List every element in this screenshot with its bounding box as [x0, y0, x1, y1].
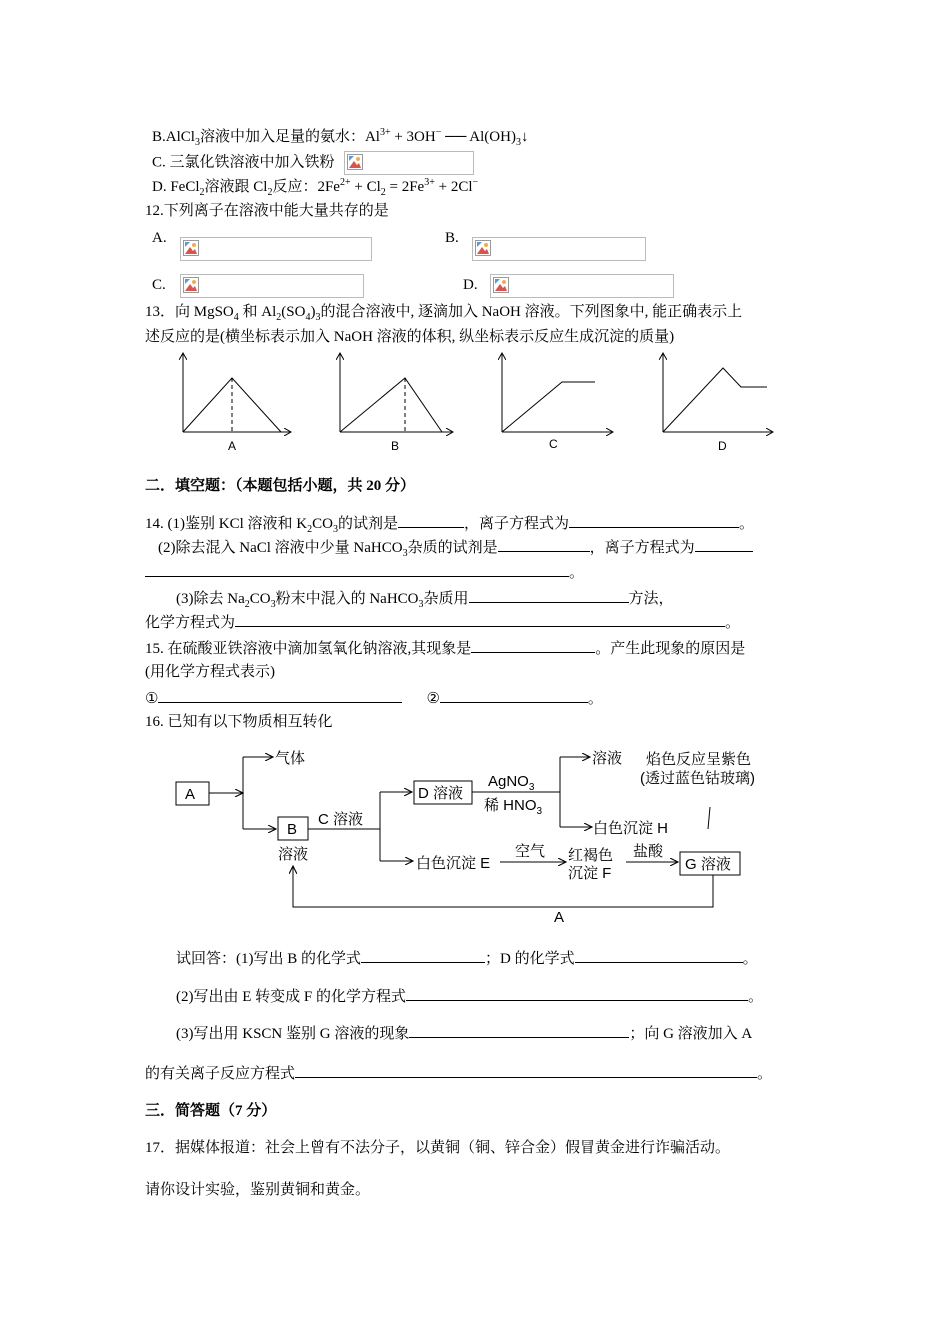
- q14-l1e: 。: [738, 516, 754, 532]
- q14-l1b: CO: [312, 516, 333, 532]
- broken-image-icon: [347, 154, 363, 170]
- q11-b-arrow: ──: [441, 129, 470, 145]
- q14-line1: 14. (1)鉴别 KCl 溶液和 $K_2CO_3$的试剂是 ，离子方程式为 。: [145, 513, 754, 534]
- node-b-solution: 溶液: [278, 846, 309, 863]
- label-flame-1: 焰色反应呈紫色: [646, 751, 752, 768]
- graph-b-label: B: [391, 439, 400, 453]
- q14-l1d: ，离子方程式为: [463, 516, 569, 532]
- node-b: B: [287, 821, 298, 838]
- label-c-solution: C 溶液: [318, 811, 364, 828]
- q11-b-tail2: Al(OH): [469, 129, 516, 145]
- q12-option-c: [152, 275, 166, 295]
- q15-end: 。: [587, 691, 603, 707]
- q16-a1c: 。: [742, 951, 758, 967]
- label-bottom-a: A: [554, 909, 565, 926]
- q14-equation-blank-3[interactable]: [235, 612, 725, 627]
- q12-a-label: A.: [152, 230, 167, 246]
- q14-l4d: 杂质用: [423, 591, 469, 607]
- q16-answer-2: [176, 986, 763, 1007]
- q14-l4c: 粉末中混入的 NaHCO: [275, 591, 419, 607]
- q12-b-image: [472, 237, 646, 261]
- q11-d-mid4: = 2Fe: [385, 179, 425, 195]
- q16-ionic-equation-blank[interactable]: [295, 1063, 757, 1078]
- node-redbrown-2: 沉淀 F: [568, 865, 612, 882]
- q15-l1a: 15. 在硫酸亚铁溶液中滴加氢氧化钠溶液,其现象是: [145, 641, 472, 657]
- q12-option-a: [152, 228, 167, 248]
- q15-line3: [145, 688, 603, 709]
- q12-option-b: [445, 228, 459, 248]
- q16-d-formula-blank[interactable]: [575, 948, 743, 963]
- section-2-title: 二．填空题：（本题包括小题，共 20 分）: [145, 478, 416, 494]
- q14-line4: (3)除去 $Na_2CO_3$粉末中混入的 NaHCO$_3$杂质用 方法，: [176, 588, 674, 609]
- q11-d-mid2: 反应：2Fe: [272, 179, 340, 195]
- q14-reagent-blank-2[interactable]: [498, 537, 590, 552]
- q12-d-image: [490, 274, 674, 298]
- q11-d-mid1: 溶液跟 Cl: [204, 179, 268, 195]
- label-hno3: 稀 $HNO_3$: [484, 797, 543, 817]
- q16-ef-equation-blank[interactable]: [406, 986, 748, 1001]
- q14-l2b: 杂质的试剂是: [407, 540, 498, 556]
- graph-a-label: A: [228, 439, 237, 453]
- q14-l4b: CO: [249, 591, 271, 607]
- q14-l2a: (2)除去混入 NaCl 溶液中少量 NaHCO: [158, 540, 403, 556]
- q14-l5a: 化学方程式为: [145, 615, 236, 631]
- graph-c-label: C: [549, 437, 558, 451]
- q11-d-mid5: + 2Cl: [434, 179, 473, 195]
- q16-stem: 16. 已知有以下物质相互转化: [145, 714, 333, 730]
- q16-a2a: (2)写出由 E 转变成 F 的化学方程式: [176, 989, 406, 1005]
- q14-equation-blank-2b[interactable]: [145, 562, 569, 577]
- node-solution: 溶液: [592, 750, 623, 767]
- node-redbrown-1: 红褐色: [568, 847, 614, 864]
- broken-image-icon: [183, 277, 199, 293]
- q16-a3b: ；向 G 溶液加入 A: [629, 1026, 753, 1042]
- q12-a-image: [180, 237, 372, 261]
- q14-reagent-blank[interactable]: [398, 513, 464, 528]
- node-white-h: 白色沉淀 H: [593, 820, 669, 837]
- label-air: 空气: [515, 843, 546, 860]
- q11-option-d: D. FeCl$_2$溶液跟 $Cl_2$反应：$2Fe^{2+} + Cl_2 = 2Fe^{3+} + 2Cl^-$: [152, 177, 479, 198]
- q14-method-blank[interactable]: [469, 588, 629, 603]
- q12-c-image: [180, 274, 364, 298]
- graph-b: [340, 354, 452, 453]
- q11-b-text: B.AlCl: [152, 129, 195, 145]
- q16-a2b: 。: [748, 989, 764, 1005]
- q14-line3: [145, 562, 584, 583]
- q11-b-mid: 溶液中加入足量的氨水：Al: [199, 129, 380, 145]
- q12-option-d: [463, 275, 478, 295]
- q16-diagram: [0, 735, 950, 935]
- q15-equation-blank-2[interactable]: [440, 688, 588, 703]
- q15-circle-1: ①: [145, 691, 159, 707]
- q14-l1c: 的试剂是: [337, 516, 398, 532]
- label-agno3: AgNO$_3$: [488, 773, 535, 793]
- q17-line2: 请你设计实验，鉴别黄铜和黄金。: [145, 1182, 371, 1198]
- q14-l2c: ，离子方程式为: [589, 540, 695, 556]
- q11-b-tail3: ↓: [520, 129, 529, 145]
- q15-line2: (用化学方程式表示): [145, 664, 275, 680]
- q14-l5b: 。: [725, 615, 741, 631]
- q15-line1: [145, 638, 745, 659]
- q16-a3a: (3)写出用 KSCN 鉴别 G 溶液的现象: [176, 1026, 410, 1042]
- q13-line2: 述反应的是(横坐标表示加入 NaOH 溶液的体积, 纵坐标表示反应生成沉淀的质量): [145, 329, 675, 345]
- q13-line1: 13．向 MgSO$_4$ 和 $Al_2(SO_4)_3$的混合溶液中, 逐滴加入 NaOH 溶液。下列图象中, 能正确表示上: [145, 304, 743, 323]
- q16-answer-4: [145, 1063, 772, 1084]
- broken-image-icon: [183, 240, 199, 256]
- q13-graphs: [0, 348, 950, 458]
- broken-image-icon: [493, 277, 509, 293]
- q14-equation-blank-1[interactable]: [569, 513, 739, 528]
- q11-d-mid3: + Cl: [350, 179, 381, 195]
- q16-a4a: 的有关离子反应方程式: [145, 1066, 296, 1082]
- q14-l4a: (3)除去 Na: [176, 591, 245, 607]
- section-3-title: 三．简答题（7 分）: [145, 1103, 277, 1119]
- q13-l1a: 13．向 MgSO: [145, 304, 234, 320]
- graph-d: [663, 354, 772, 453]
- q16-a1b: ；D 的化学式: [485, 951, 575, 967]
- q12-d-label: D.: [463, 277, 478, 293]
- q15-l1b: 。产生此现象的原因是: [595, 641, 746, 657]
- broken-image-icon: [475, 240, 491, 256]
- q17-line1: 17．据媒体报道：社会上曾有不法分子，以黄铜（铜、锌合金）假冒黄金进行诈骗活动。: [145, 1140, 731, 1156]
- q11-b-tail1: + 3OH: [390, 129, 436, 145]
- q14-line2: (2)除去混入 NaCl 溶液中少量 NaHCO$_3$杂质的试剂是 ，离子方程式为: [158, 537, 753, 558]
- q11-d-prefix: D. FeCl: [152, 179, 200, 195]
- graph-a: [183, 354, 290, 453]
- node-gas: 气体: [275, 750, 306, 767]
- q11-option-c: [152, 151, 474, 175]
- q14-l3: 。: [569, 565, 585, 581]
- q14-l1a: 14. (1)鉴别 KCl 溶液和 K: [145, 516, 308, 532]
- q12-c-label: C.: [152, 277, 166, 293]
- label-hcl: 盐酸: [633, 843, 664, 860]
- graph-d-label: D: [718, 439, 727, 453]
- q12-stem: 12.下列离子在溶液中能大量共存的是: [145, 203, 389, 219]
- q13-l1c: (SO: [281, 304, 306, 320]
- node-a: A: [185, 786, 196, 803]
- q16-a4b: 。: [757, 1066, 773, 1082]
- q14-equation-blank-2a[interactable]: [695, 537, 753, 552]
- q16-kscn-blank[interactable]: [409, 1023, 629, 1038]
- q12-b-label: B.: [445, 230, 459, 246]
- label-flame-2: (透过蓝色钴玻璃): [640, 770, 755, 787]
- q11-c-image: [344, 151, 474, 175]
- q13-l1d: ): [310, 304, 316, 320]
- q16-answer-1: [176, 948, 758, 969]
- q16-b-formula-blank[interactable]: [361, 948, 485, 963]
- node-white-e: 白色沉淀 E: [416, 855, 491, 872]
- q13-l1e: 的混合溶液中, 逐滴加入 NaOH 溶液。下列图象中, 能正确表示上: [320, 304, 743, 320]
- q11-c-text: C. 三氯化铁溶液中加入铁粉: [152, 154, 335, 171]
- q16-a1a: 试回答：(1)写出 B 的化学式: [176, 951, 361, 967]
- q16-answer-3: [176, 1023, 752, 1044]
- node-d: D 溶液: [418, 785, 464, 802]
- q15-equation-blank-1[interactable]: [158, 688, 402, 703]
- node-g: G 溶液: [685, 856, 731, 873]
- q14-line5: [145, 612, 740, 633]
- q15-circle-2: ②: [426, 691, 440, 707]
- q13-l1b: 和 Al: [242, 304, 277, 320]
- q14-l4e: 方法，: [628, 591, 674, 607]
- q15-phenomenon-blank[interactable]: [471, 638, 595, 653]
- graph-c: [502, 354, 612, 451]
- q11-option-b: B.AlCl$_3$溶液中加入足量的氨水：$Al^{3+} + 3OH^-$ ── $Al(OH)_3↓$: [152, 127, 529, 148]
